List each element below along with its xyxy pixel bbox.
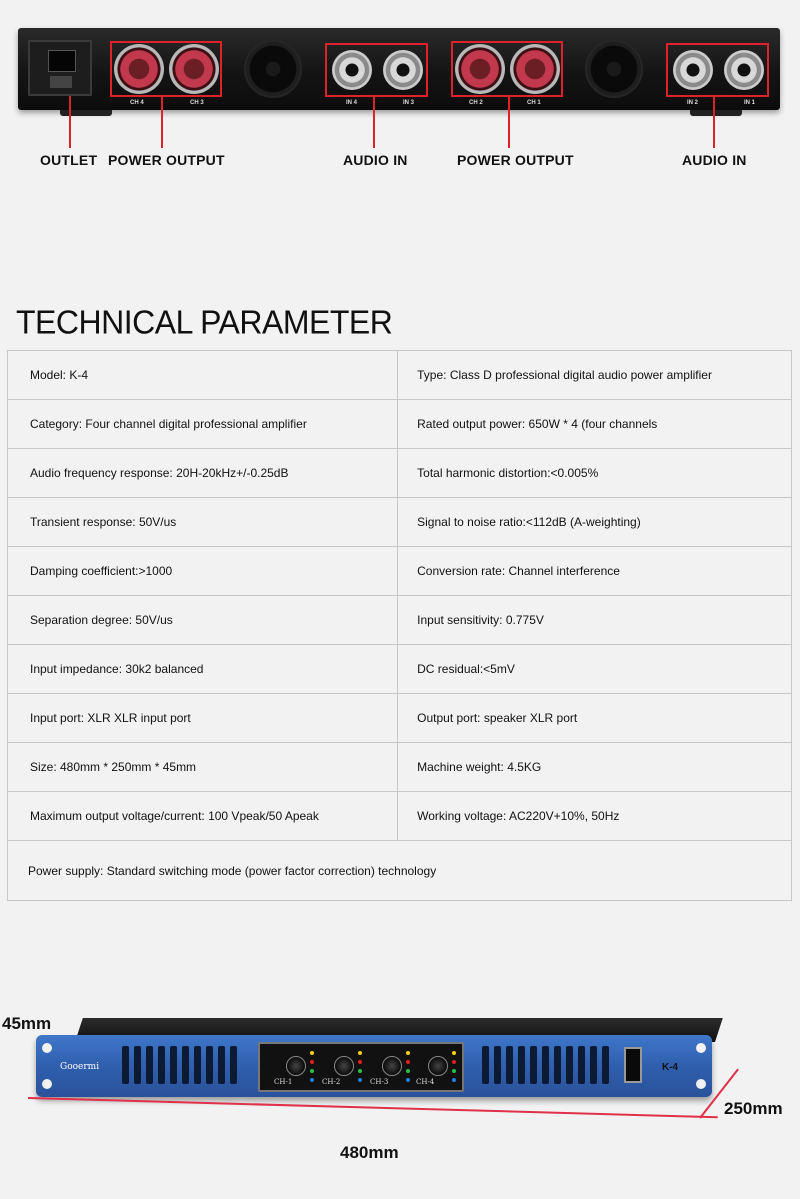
- xlr-connector-in2: [673, 50, 713, 90]
- amplifier-front-panel: [36, 1035, 712, 1097]
- status-led: [358, 1060, 362, 1064]
- cooling-fan-icon: [585, 40, 643, 98]
- callout-power-output: POWER OUTPUT: [457, 152, 574, 168]
- spec-cell: Input port: XLR XLR input port: [8, 694, 398, 743]
- spec-cell: Rated output power: 650W * 4 (four channels: [398, 400, 792, 449]
- spec-cell: Transient response: 50V/us: [8, 498, 398, 547]
- rack-ear-hole: [696, 1043, 706, 1053]
- xlr-connector-in3: [383, 50, 423, 90]
- gain-knob-ch4[interactable]: [428, 1056, 448, 1076]
- spec-row: [8, 694, 792, 743]
- spec-cell: Category: Four channel digital professional amplifier: [8, 400, 398, 449]
- speakon-connector-ch1: [510, 44, 560, 94]
- leader-line: [373, 96, 375, 148]
- section-title: TECHNICAL PARAMETER: [16, 303, 393, 341]
- callout-audio-in: AUDIO IN: [682, 152, 747, 168]
- leader-line: [69, 96, 71, 148]
- knob-label: CH-4: [416, 1078, 435, 1086]
- status-led: [452, 1060, 456, 1064]
- spec-cell: Audio frequency response: 20H-20kHz+/-0.25dB: [8, 449, 398, 498]
- power-outlet-socket: [28, 40, 92, 96]
- status-led: [452, 1069, 456, 1073]
- rack-ear-hole: [42, 1043, 52, 1053]
- callout-outlet: OUTLET: [40, 152, 98, 168]
- dimension-width-line: [28, 1097, 718, 1118]
- spec-cell-power-supply: Power supply: Standard switching mode (power factor correction) technology: [8, 841, 792, 901]
- spec-cell: Model: K-4: [8, 351, 398, 400]
- cooling-fan-icon: [244, 40, 302, 98]
- spec-cell: Size: 480mm * 250mm * 45mm: [8, 743, 398, 792]
- rear-foot-left: [60, 110, 112, 116]
- gain-knob-ch2[interactable]: [334, 1056, 354, 1076]
- spec-cell: Type: Class D professional digital audio power amplifier: [398, 351, 792, 400]
- spec-cell: Signal to noise ratio:<112dB (A-weighting): [398, 498, 792, 547]
- rack-ear-hole: [42, 1079, 52, 1089]
- speakon-connector-ch2: [455, 44, 505, 94]
- gain-knob-ch3[interactable]: [382, 1056, 402, 1076]
- spec-cell: Damping coefficient:>1000: [8, 547, 398, 596]
- technical-parameter-table: [7, 350, 792, 901]
- status-led: [406, 1060, 410, 1064]
- speakon-connector-ch4: [114, 44, 164, 94]
- channel-label: CH 2: [469, 100, 483, 106]
- status-led: [406, 1051, 410, 1055]
- status-led: [358, 1051, 362, 1055]
- status-led: [310, 1051, 314, 1055]
- spec-cell: Machine weight: 4.5KG: [398, 743, 792, 792]
- callout-power-output: POWER OUTPUT: [108, 152, 225, 168]
- model-label: K-4: [662, 1062, 679, 1073]
- spec-row: [8, 351, 792, 400]
- spec-row: [8, 449, 792, 498]
- dimension-height-label: 45mm: [2, 1014, 52, 1033]
- spec-cell: Maximum output voltage/current: 100 Vpeak/50 Apeak: [8, 792, 398, 841]
- spec-row: [8, 400, 792, 449]
- dimension-depth-label: 250mm: [724, 1099, 783, 1118]
- spec-cell: Input impedance: 30k2 balanced: [8, 645, 398, 694]
- knob-label: CH-3: [370, 1078, 389, 1086]
- status-led: [452, 1051, 456, 1055]
- status-led: [358, 1069, 362, 1073]
- status-led: [310, 1060, 314, 1064]
- leader-line: [713, 96, 715, 148]
- xlr-connector-in4: [332, 50, 372, 90]
- spec-row: [8, 792, 792, 841]
- speakon-connector-ch3: [169, 44, 219, 94]
- brand-logo: Gooermi: [60, 1062, 100, 1072]
- spec-row: [8, 645, 792, 694]
- spec-row: [8, 498, 792, 547]
- channel-label: CH 3: [190, 100, 204, 106]
- channel-label: IN 3: [403, 100, 415, 106]
- front-vent-right: [482, 1046, 609, 1084]
- knob-label: CH-2: [322, 1078, 341, 1086]
- spec-cell: Total harmonic distortion:<0.005%: [398, 449, 792, 498]
- spec-cell: Conversion rate: Channel interference: [398, 547, 792, 596]
- spec-cell: Separation degree: 50V/us: [8, 596, 398, 645]
- front-vent-left: [122, 1046, 237, 1084]
- spec-cell: Input sensitivity: 0.775V: [398, 596, 792, 645]
- knob-label: CH-1: [274, 1078, 293, 1086]
- channel-label: IN 2: [687, 100, 699, 106]
- channel-label: CH 4: [130, 100, 144, 106]
- leader-line: [508, 96, 510, 148]
- gain-knob-ch1[interactable]: [286, 1056, 306, 1076]
- status-led: [310, 1078, 314, 1082]
- rear-foot-right: [690, 110, 742, 116]
- callout-audio-in: AUDIO IN: [343, 152, 408, 168]
- spec-row: [8, 547, 792, 596]
- status-led: [406, 1078, 410, 1082]
- channel-label: IN 1: [744, 100, 756, 106]
- spec-row: [8, 841, 792, 901]
- gain-control-panel: [258, 1042, 464, 1092]
- spec-row: [8, 743, 792, 792]
- status-led: [310, 1069, 314, 1073]
- channel-label: IN 4: [346, 100, 358, 106]
- leader-line: [161, 96, 163, 148]
- status-led: [452, 1078, 456, 1082]
- dimension-width-label: 480mm: [340, 1143, 399, 1162]
- channel-label: CH 1: [527, 100, 541, 106]
- xlr-connector-in1: [724, 50, 764, 90]
- spec-cell: Output port: speaker XLR port: [398, 694, 792, 743]
- spec-cell: DC residual:<5mV: [398, 645, 792, 694]
- spec-row: [8, 596, 792, 645]
- rack-ear-hole: [696, 1079, 706, 1089]
- power-switch[interactable]: [624, 1047, 642, 1083]
- status-led: [358, 1078, 362, 1082]
- status-led: [406, 1069, 410, 1073]
- spec-cell: Working voltage: AC220V+10%, 50Hz: [398, 792, 792, 841]
